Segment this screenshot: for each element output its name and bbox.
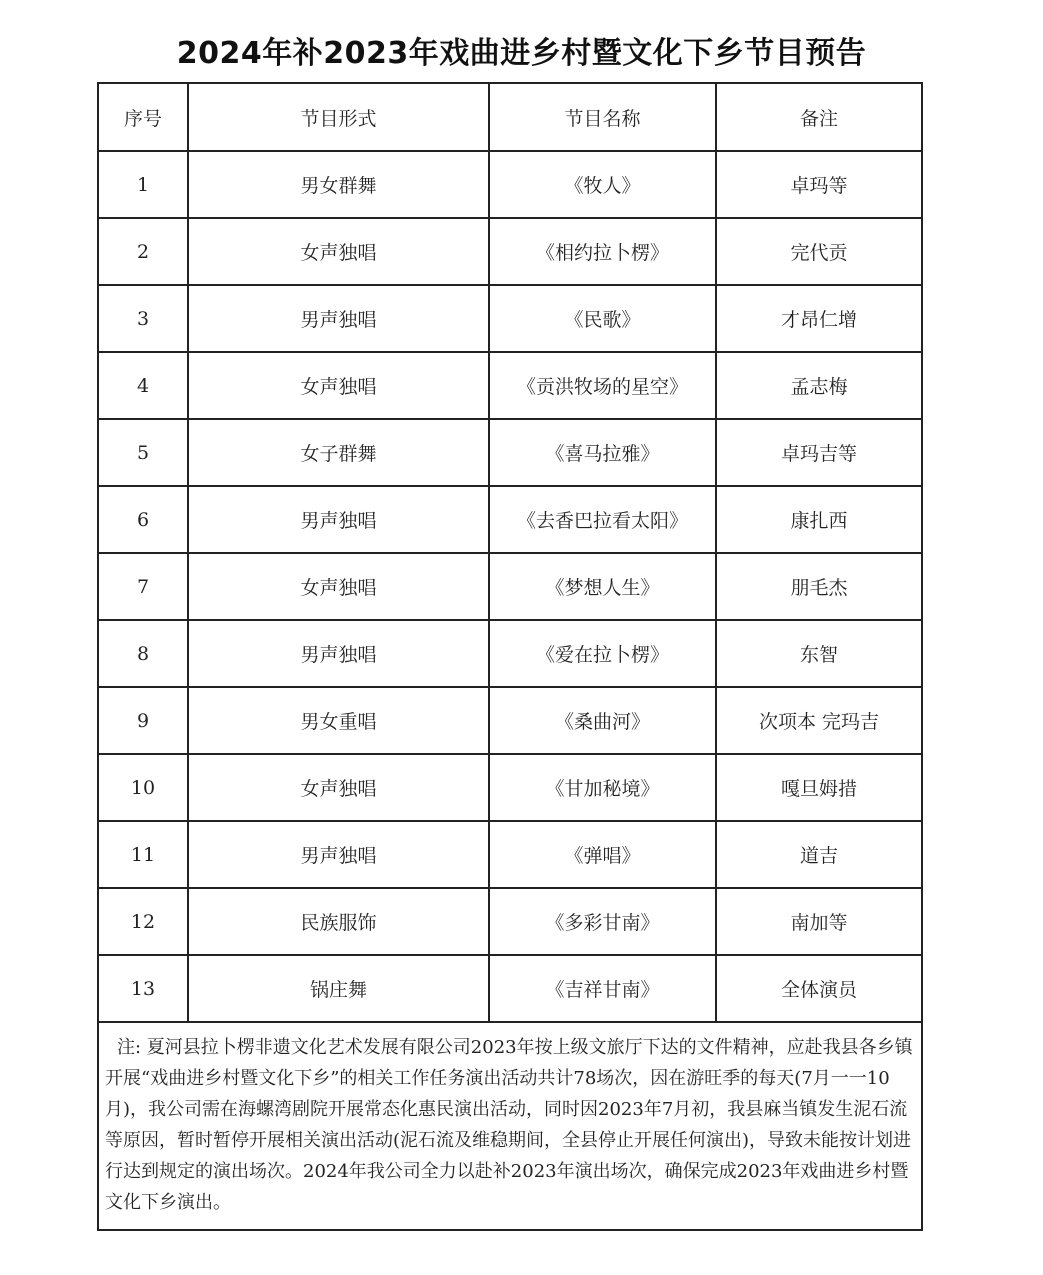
cell-remarks: 嘎旦姆措 bbox=[716, 754, 922, 821]
table-row bbox=[98, 821, 922, 888]
note-text: 注: 夏河县拉卜楞非遗文化艺术发展有限公司2023年按上级文旅厅下达的文件精神，应赴我县各乡镇开展“戏曲进乡村暨文化下乡”的相关工作任务演出活动共计78场次，因在游旺季的每天(7月一一10月)，我公司需在海螺湾剧院开展常态化惠民演出活动，同时因2023年7月初，我县麻当镇发生泥石流等原因，暂时暂停开展相关演出活动(泥石流及维稳期间，全县停止开展任何演出)，导致未能按计划进行达到规定的演出场次。2024年我公司全力以赴补2023年演出场次，确保完成2023年戏曲进乡村暨文化下乡演出。 bbox=[98, 1022, 922, 1230]
cell-program-form: 锅庄舞 bbox=[188, 955, 489, 1022]
cell-program-form: 女声独唱 bbox=[188, 754, 489, 821]
cell-program-name: 《喜马拉雅》 bbox=[489, 419, 716, 486]
cell-program-form: 男声独唱 bbox=[188, 620, 489, 687]
cell-number: 1 bbox=[98, 151, 188, 218]
table-row bbox=[98, 687, 922, 754]
cell-program-name: 《多彩甘南》 bbox=[489, 888, 716, 955]
header-number: 序号 bbox=[98, 83, 188, 151]
table-row bbox=[98, 888, 922, 955]
cell-number: 12 bbox=[98, 888, 188, 955]
cell-number: 3 bbox=[98, 285, 188, 352]
cell-number: 6 bbox=[98, 486, 188, 553]
cell-remarks: 康扎西 bbox=[716, 486, 922, 553]
cell-remarks: 道吉 bbox=[716, 821, 922, 888]
cell-number: 5 bbox=[98, 419, 188, 486]
cell-number: 8 bbox=[98, 620, 188, 687]
cell-program-form: 女声独唱 bbox=[188, 553, 489, 620]
cell-remarks: 完代贡 bbox=[716, 218, 922, 285]
cell-program-name: 《甘加秘境》 bbox=[489, 754, 716, 821]
cell-remarks: 朋毛杰 bbox=[716, 553, 922, 620]
cell-program-form: 男女重唱 bbox=[188, 687, 489, 754]
table-header-row bbox=[98, 83, 922, 151]
cell-program-name: 《相约拉卜楞》 bbox=[489, 218, 716, 285]
cell-number: 11 bbox=[98, 821, 188, 888]
cell-remarks: 才昂仁增 bbox=[716, 285, 922, 352]
cell-program-name: 《贡洪牧场的星空》 bbox=[489, 352, 716, 419]
cell-remarks: 全体演员 bbox=[716, 955, 922, 1022]
cell-number: 7 bbox=[98, 553, 188, 620]
cell-program-name: 《梦想人生》 bbox=[489, 553, 716, 620]
cell-program-name: 《桑曲河》 bbox=[489, 687, 716, 754]
cell-remarks: 孟志梅 bbox=[716, 352, 922, 419]
cell-remarks: 南加等 bbox=[716, 888, 922, 955]
table-row bbox=[98, 754, 922, 821]
table-row bbox=[98, 553, 922, 620]
table-row bbox=[98, 151, 922, 218]
cell-program-name: 《民歌》 bbox=[489, 285, 716, 352]
cell-program-form: 男声独唱 bbox=[188, 821, 489, 888]
cell-program-form: 男声独唱 bbox=[188, 486, 489, 553]
cell-program-form: 男声独唱 bbox=[188, 285, 489, 352]
table-row bbox=[98, 419, 922, 486]
table-row bbox=[98, 352, 922, 419]
cell-program-name: 《弹唱》 bbox=[489, 821, 716, 888]
cell-program-form: 女子群舞 bbox=[188, 419, 489, 486]
cell-number: 9 bbox=[98, 687, 188, 754]
table-row bbox=[98, 218, 922, 285]
cell-program-form: 女声独唱 bbox=[188, 218, 489, 285]
cell-program-form: 民族服饰 bbox=[188, 888, 489, 955]
cell-program-name: 《去香巴拉看太阳》 bbox=[489, 486, 716, 553]
note-row bbox=[98, 1022, 922, 1230]
header-remarks: 备注 bbox=[716, 83, 922, 151]
cell-remarks: 东智 bbox=[716, 620, 922, 687]
cell-program-form: 男女群舞 bbox=[188, 151, 489, 218]
header-program-form: 节目形式 bbox=[188, 83, 489, 151]
cell-program-name: 《吉祥甘南》 bbox=[489, 955, 716, 1022]
cell-program-name: 《爱在拉卜楞》 bbox=[489, 620, 716, 687]
program-table bbox=[97, 82, 923, 1231]
cell-number: 10 bbox=[98, 754, 188, 821]
cell-number: 4 bbox=[98, 352, 188, 419]
cell-remarks: 卓玛吉等 bbox=[716, 419, 922, 486]
table-row bbox=[98, 955, 922, 1022]
cell-number: 13 bbox=[98, 955, 188, 1022]
page-title: 2024年补2023年戏曲进乡村暨文化下乡节目预告 bbox=[176, 36, 867, 71]
header-program-name: 节目名称 bbox=[489, 83, 716, 151]
table-row bbox=[98, 620, 922, 687]
cell-program-form: 女声独唱 bbox=[188, 352, 489, 419]
table-row bbox=[98, 486, 922, 553]
cell-number: 2 bbox=[98, 218, 188, 285]
cell-program-name: 《牧人》 bbox=[489, 151, 716, 218]
cell-remarks: 次项本 完玛吉 bbox=[716, 687, 922, 754]
cell-remarks: 卓玛等 bbox=[716, 151, 922, 218]
table-row bbox=[98, 285, 922, 352]
